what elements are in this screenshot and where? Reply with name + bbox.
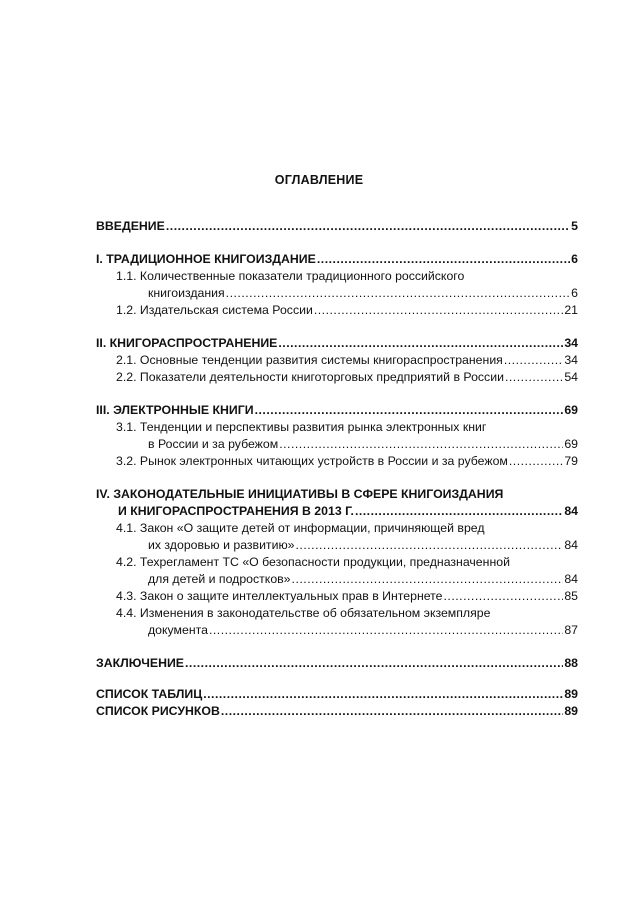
toc-entry-label: I. ТРАДИЦИОННОЕ КНИГОИЗДАНИЕ xyxy=(96,252,316,266)
toc-entry-conclusion[interactable] xyxy=(96,655,578,672)
toc-entry-label: СПИСОК ТАБЛИЦ xyxy=(96,687,203,701)
toc-entry-section-2-1[interactable] xyxy=(96,352,578,369)
toc-entry-label-continued: книгоиздания xyxy=(148,286,225,300)
dot-leader xyxy=(355,503,563,520)
toc-page-number: 84 xyxy=(564,504,578,518)
toc-page-number: 69 xyxy=(564,403,578,417)
toc-entry-label: 4.3. Закон о защите интеллектуальных прав в Интернете xyxy=(116,589,443,603)
toc-entry-section-3-2[interactable] xyxy=(96,453,578,470)
toc-page-number: 84 xyxy=(564,538,578,552)
toc-entry-section-4-1[interactable] xyxy=(96,520,578,554)
toc-entry-label: ВВЕДЕНИЕ xyxy=(96,219,165,233)
dot-leader xyxy=(314,302,563,319)
toc-page-number: 88 xyxy=(564,656,578,670)
toc-entry-section-4-2[interactable] xyxy=(96,554,578,588)
toc-entry-list-of-figures[interactable] xyxy=(96,703,578,720)
dot-leader xyxy=(209,622,563,639)
toc-entry-label-continued: в России и за рубежом xyxy=(148,437,279,451)
dot-leader xyxy=(292,571,564,588)
toc-entry-section-3-1[interactable] xyxy=(96,419,578,453)
dot-leader xyxy=(296,537,564,554)
toc-entry-chapter-1[interactable] xyxy=(96,251,578,268)
toc-page-number: 79 xyxy=(564,454,578,468)
toc-entry-label: 1.1. Количественные показатели традиционного российского xyxy=(116,269,465,283)
toc-title: ОГЛАВЛЕНИЕ xyxy=(274,173,364,187)
toc-entry-label-continued: для детей и подростков» xyxy=(148,572,291,586)
toc-page-number: 6 xyxy=(571,252,578,266)
dot-leader xyxy=(279,436,563,453)
toc-entry-label: 4.1. Закон «О защите детей от информации, причиняющей вред xyxy=(116,521,485,535)
toc-entry-label: 3.1. Тенденции и перспективы развития рынка электронных книг xyxy=(116,420,487,434)
table-of-contents xyxy=(96,218,578,720)
toc-entry-label: 2.2. Показатели деятельности книготорговых предприятий в России xyxy=(116,370,504,384)
toc-entry-introduction[interactable] xyxy=(96,218,578,235)
toc-entry-label: IV. ЗАКОНОДАТЕЛЬНЫЕ ИНИЦИАТИВЫ В СФЕРЕ КНИГОИЗДАНИЯ xyxy=(96,487,504,501)
dot-leader xyxy=(278,335,563,352)
toc-entry-label: III. ЭЛЕКТРОННЫЕ КНИГИ xyxy=(96,403,254,417)
toc-page-number: 34 xyxy=(564,336,578,350)
dot-leader xyxy=(504,352,563,369)
toc-entry-list-of-tables[interactable] xyxy=(96,686,578,703)
toc-entry-section-1-2[interactable] xyxy=(96,302,578,319)
dot-leader xyxy=(185,655,563,672)
dot-leader xyxy=(166,218,570,235)
toc-page-number: 21 xyxy=(564,303,578,317)
toc-page-number: 87 xyxy=(564,623,578,637)
toc-page-number: 6 xyxy=(571,286,578,300)
toc-entry-chapter-2[interactable] xyxy=(96,335,578,352)
toc-entry-label: 3.2. Рынок электронных читающих устройств в России и за рубежом xyxy=(116,454,508,468)
toc-entry-chapter-3[interactable] xyxy=(96,402,578,419)
toc-page-number: 89 xyxy=(564,704,578,718)
toc-page-number: 54 xyxy=(564,370,578,384)
toc-entry-label: 2.1. Основные тенденции развития системы книгораспространения xyxy=(116,353,503,367)
dot-leader xyxy=(221,703,563,720)
toc-entry-label: 4.4. Изменения в законодательстве об обязательном экземпляре xyxy=(116,606,491,620)
toc-entry-label-continued: И КНИГОРАСПРОСТРАНЕНИЯ В 2013 Г. xyxy=(118,504,354,518)
toc-page-number: 69 xyxy=(564,437,578,451)
dot-leader xyxy=(505,369,563,386)
toc-page-number: 84 xyxy=(564,572,578,586)
toc-entry-section-1-1[interactable] xyxy=(96,268,578,302)
toc-entry-section-2-2[interactable] xyxy=(96,369,578,386)
toc-page-number: 85 xyxy=(564,589,578,603)
toc-page-number: 5 xyxy=(571,219,578,233)
toc-entry-section-4-3[interactable] xyxy=(96,588,578,605)
dot-leader xyxy=(444,588,564,605)
toc-entry-label: 4.2. Техрегламент ТС «О безопасности продукции, предназначенной xyxy=(116,555,510,569)
dot-leader xyxy=(203,686,563,703)
toc-entry-chapter-4[interactable] xyxy=(96,486,578,520)
toc-entry-label: ЗАКЛЮЧЕНИЕ xyxy=(96,656,184,670)
toc-entry-label-continued: их здоровью и развитию» xyxy=(148,538,295,552)
toc-page-number: 89 xyxy=(564,687,578,701)
dot-leader xyxy=(317,251,570,268)
toc-entry-label: II. КНИГОРАСПРОСТРАНЕНИЕ xyxy=(96,336,278,350)
toc-entry-section-4-4[interactable] xyxy=(96,605,578,639)
dot-leader xyxy=(255,402,564,419)
toc-entry-label-continued: документа xyxy=(148,623,208,637)
dot-leader xyxy=(226,285,570,302)
toc-entry-label: СПИСОК РИСУНКОВ xyxy=(96,704,220,718)
toc-page-number: 34 xyxy=(564,353,578,367)
dot-leader xyxy=(509,453,563,470)
toc-entry-label: 1.2. Издательская система России xyxy=(116,303,313,317)
